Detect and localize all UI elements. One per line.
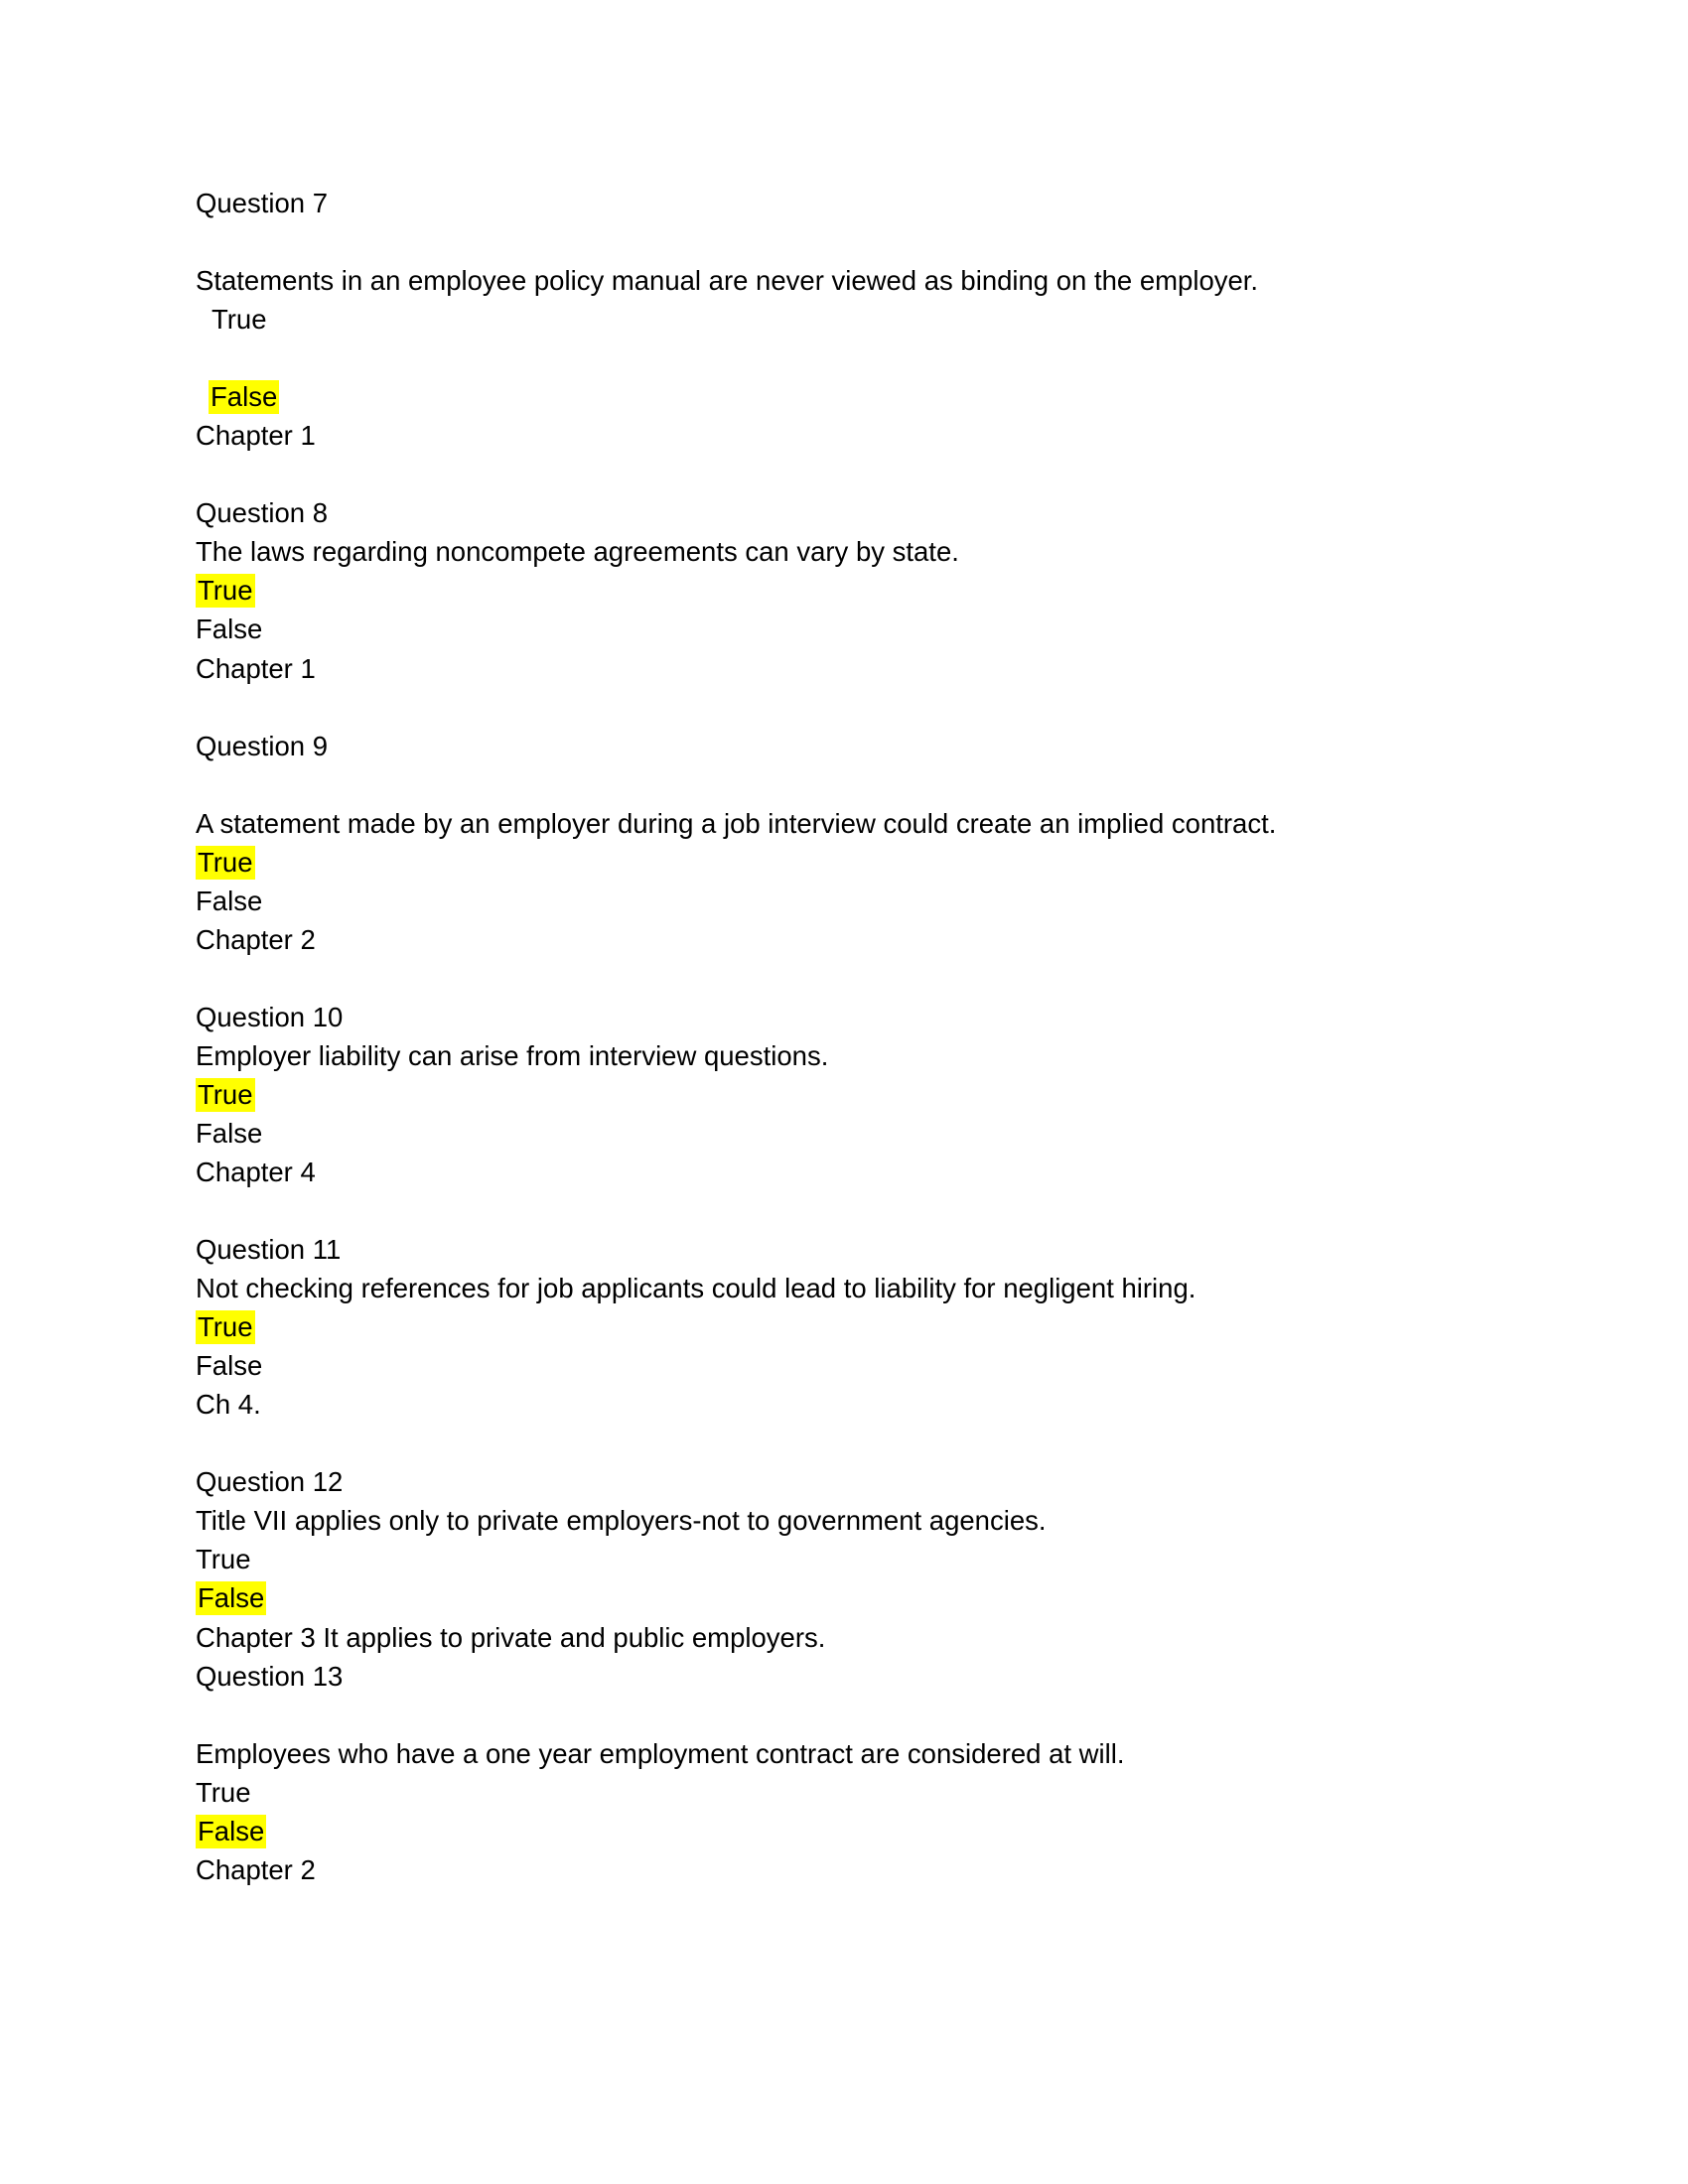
- answer-option-false[interactable]: [196, 377, 1489, 416]
- answer-option-true[interactable]: [196, 1307, 1489, 1346]
- question-statement: The laws regarding noncompete agreements can vary by state.: [196, 536, 959, 568]
- highlight-mark: True: [198, 575, 253, 607]
- answer-option-false[interactable]: False: [196, 885, 263, 916]
- chapter-reference: Chapter 1: [196, 420, 316, 452]
- question-label: Question 13: [196, 1660, 344, 1692]
- chapter-reference: Chapter 2: [196, 923, 316, 955]
- highlight-mark: False: [198, 1582, 265, 1614]
- chapter-reference: Chapter 2: [196, 1853, 316, 1885]
- answer-option-true[interactable]: True: [196, 1776, 251, 1808]
- answer-option-true[interactable]: [196, 843, 1489, 882]
- highlight-mark: False: [198, 1815, 265, 1846]
- chapter-reference: Chapter 4: [196, 1157, 316, 1188]
- blank-line: [196, 1696, 1489, 1734]
- question-statement: Employees who have a one year employment contract are considered at will.: [196, 1737, 1125, 1769]
- question-statement: Statements in an employee policy manual are never viewed as binding on the employer.: [196, 265, 1259, 297]
- block-spacer: [196, 1424, 1489, 1462]
- highlight-mark: True: [198, 846, 253, 878]
- chapter-reference: Chapter 1: [196, 652, 316, 684]
- question-label: Question 12: [196, 1466, 344, 1498]
- answer-option-false[interactable]: [196, 1578, 1489, 1617]
- question-block: [196, 1657, 1489, 1889]
- question-statement: Title VII applies only to private employers-not to government agencies.: [196, 1505, 1047, 1537]
- highlight-mark: False: [211, 381, 278, 413]
- answer-option-true[interactable]: True: [196, 1544, 251, 1575]
- question-label: Question 9: [196, 730, 329, 761]
- highlight-mark: True: [198, 1078, 253, 1110]
- question-label: Question 7: [196, 188, 329, 218]
- chapter-reference: Chapter 3 It applies to private and public employers.: [196, 1621, 826, 1653]
- answer-option-false[interactable]: [196, 1812, 1489, 1850]
- question-block: [196, 1230, 1489, 1424]
- answer-option-false[interactable]: False: [196, 1350, 263, 1382]
- blank-line: [196, 765, 1489, 804]
- answer-option-false[interactable]: False: [196, 1117, 263, 1149]
- answer-option-false[interactable]: False: [196, 614, 263, 645]
- question-statement: Employer liability can arise from interview questions.: [196, 1039, 829, 1071]
- question-label: Question 8: [196, 497, 329, 529]
- question-block: [196, 1462, 1489, 1656]
- blank-line: [196, 339, 1489, 377]
- chapter-reference: Ch 4.: [196, 1389, 261, 1421]
- question-label: Question 11: [196, 1234, 342, 1266]
- question-label: Question 10: [196, 1001, 344, 1032]
- block-spacer: [196, 688, 1489, 727]
- blank-line: [196, 222, 1489, 261]
- block-spacer: [196, 1191, 1489, 1230]
- answer-option-true[interactable]: [196, 571, 1489, 610]
- question-block: [196, 184, 1489, 455]
- block-spacer: [196, 455, 1489, 493]
- answer-option-true[interactable]: [196, 1075, 1489, 1114]
- question-block: [196, 998, 1489, 1191]
- question-block: [196, 493, 1489, 687]
- answer-option-true[interactable]: True: [211, 304, 267, 336]
- highlight-mark: True: [198, 1311, 253, 1343]
- question-statement: A statement made by an employer during a job interview could create an implied contract.: [196, 807, 1277, 839]
- question-block: [196, 727, 1489, 959]
- block-spacer: [196, 959, 1489, 998]
- document-body: [196, 184, 1489, 1889]
- question-statement: Not checking references for job applicants could lead to liability for negligent hiring.: [196, 1273, 1196, 1304]
